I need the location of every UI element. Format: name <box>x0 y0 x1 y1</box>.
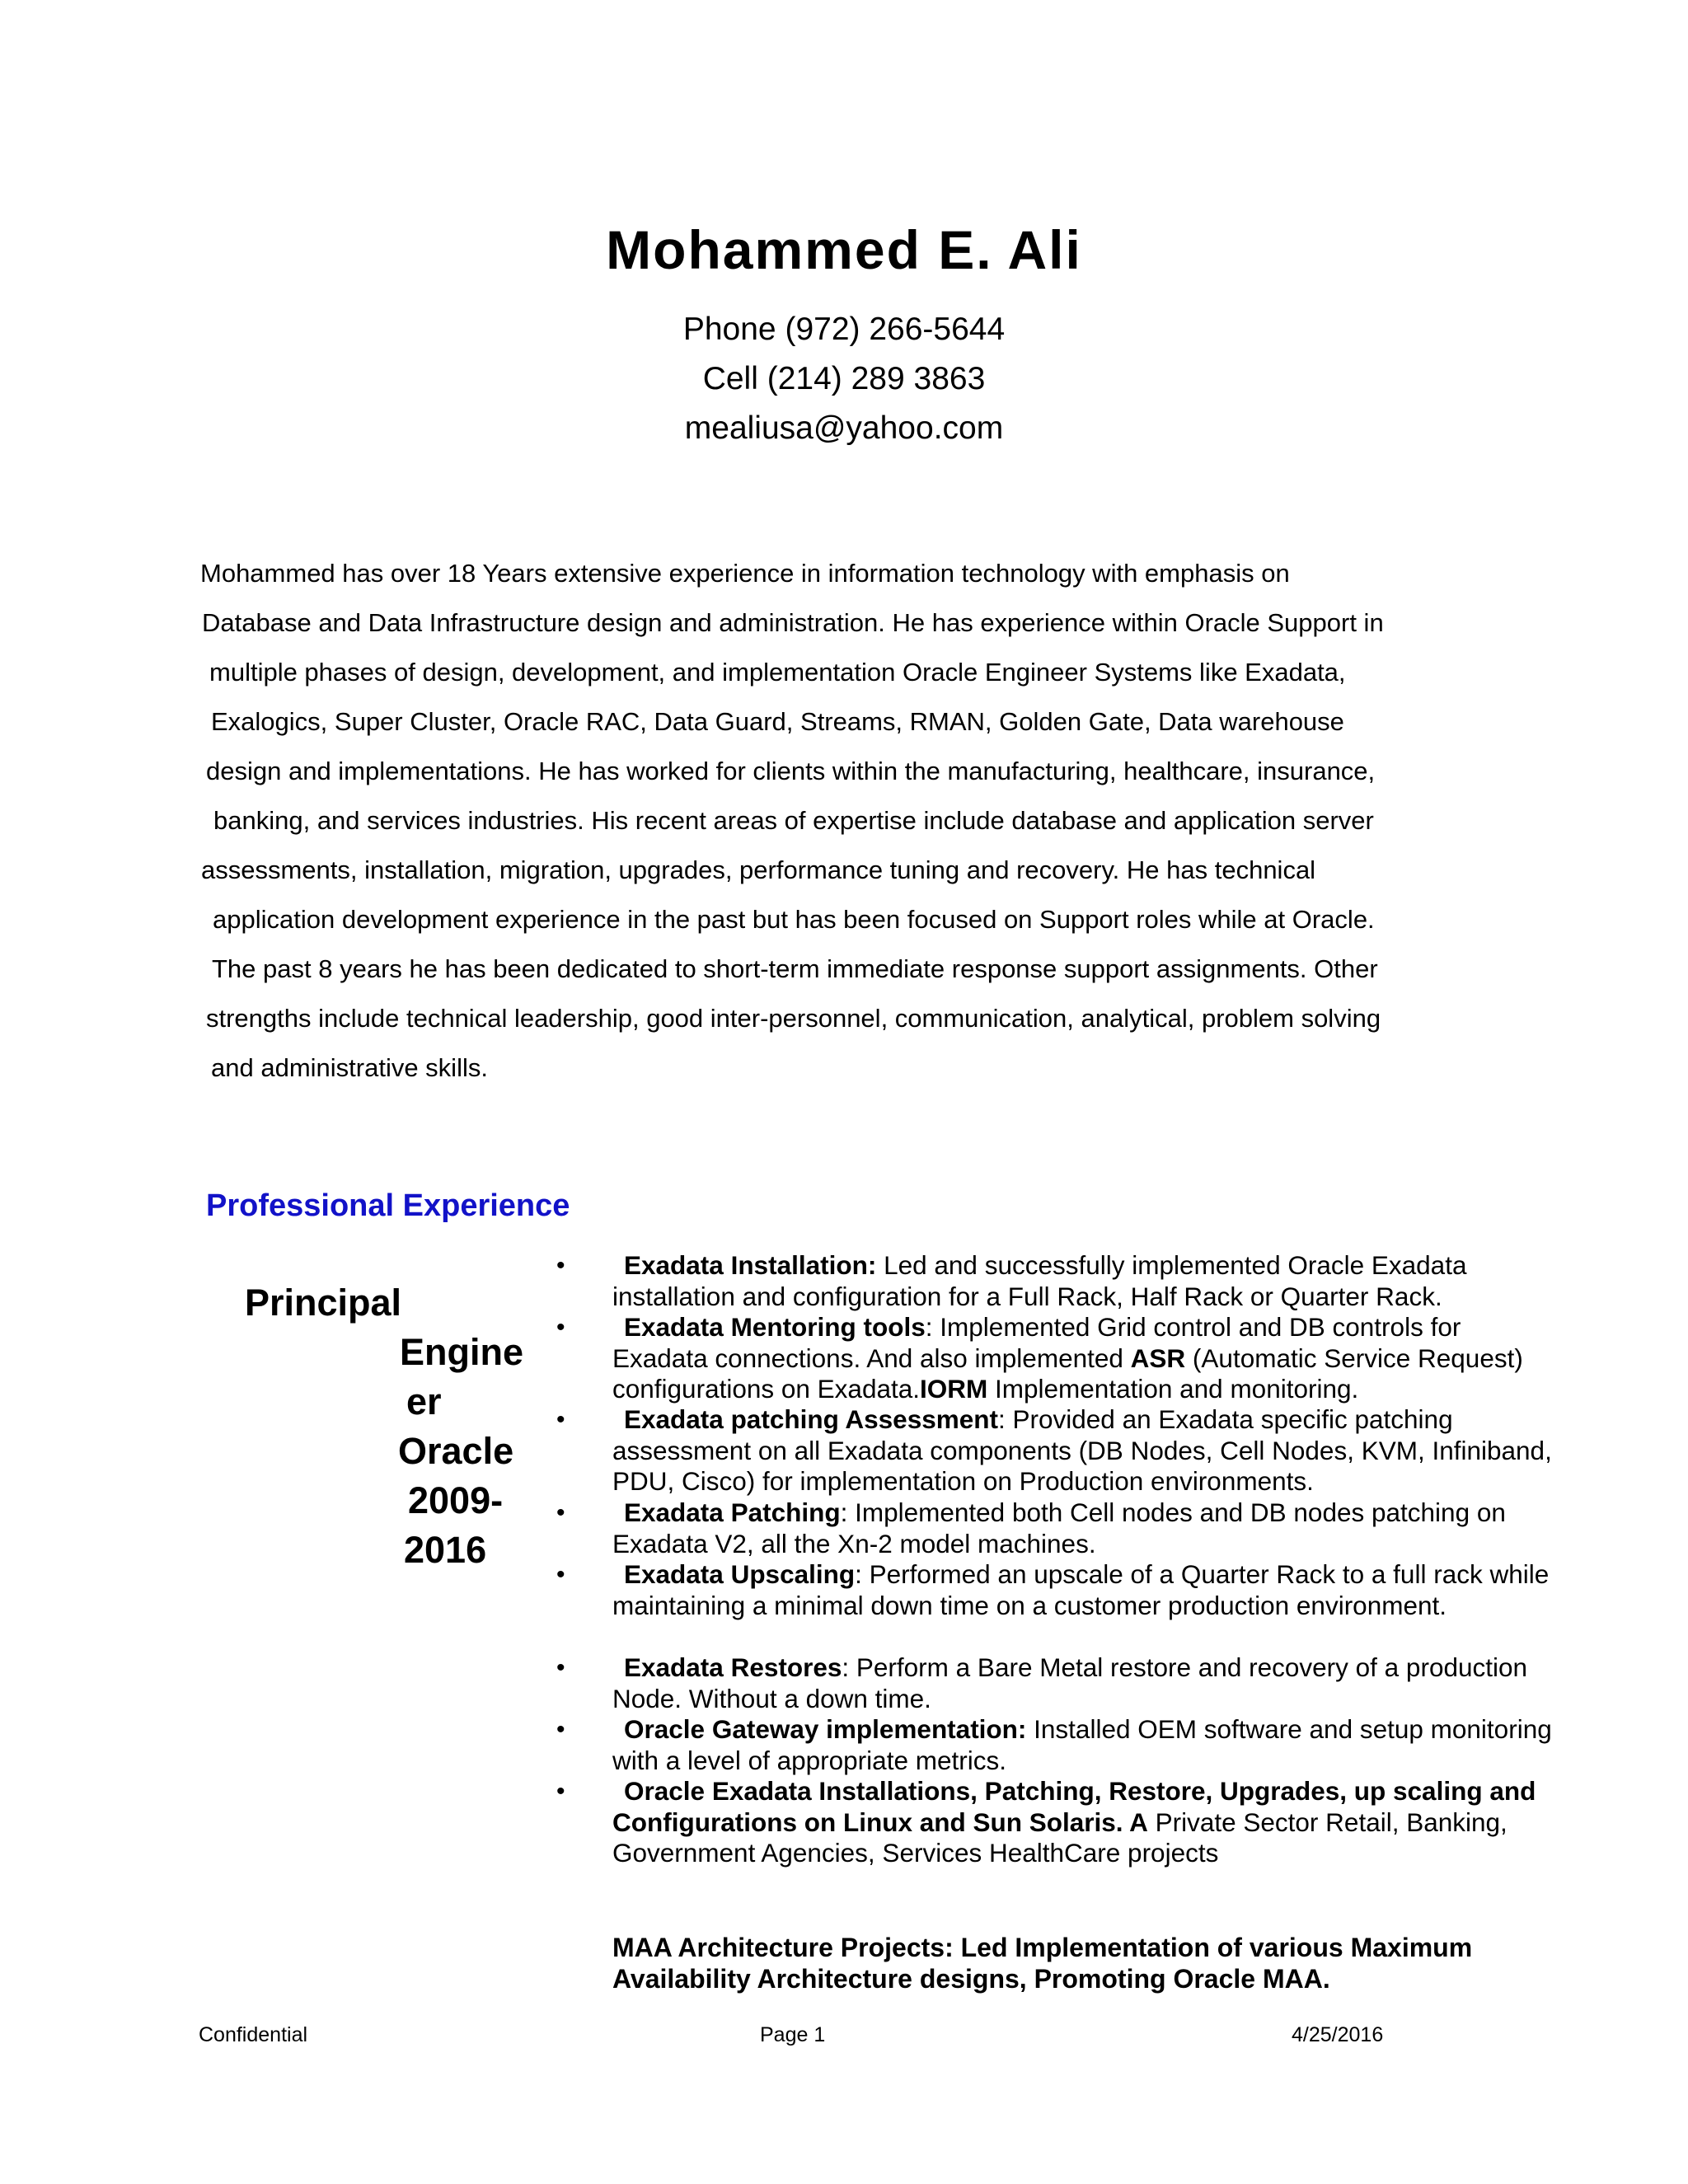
job-title-part: Oracle <box>398 1430 514 1472</box>
bullet-body: Implementation and monitoring. <box>987 1374 1359 1404</box>
summary-line: multiple phases of design, development, and implementation Oracle Engineer Systems like Exadata, <box>209 658 1346 687</box>
bullet-item <box>612 1497 1556 1559</box>
bullet-item <box>612 1776 1556 1869</box>
bullet-dot: • <box>556 1561 565 1588</box>
footer-date: 4/25/2016 <box>1292 2023 1384 2046</box>
bullet-body: : Perform a Bare Metal restore and recovery of a production Node. Without a down time. <box>612 1652 1528 1713</box>
summary-line: strengths include technical leadership, good inter-personnel, communication, analytical, problem solving <box>206 1004 1381 1033</box>
bullet-label: Exadata patching Assessment <box>624 1404 998 1434</box>
bullet-dot: • <box>556 1406 565 1433</box>
bullet-body: Private Sector Retail, Banking, Government Agencies, Services HealthCare projects <box>612 1807 1507 1868</box>
bullet-dot: • <box>556 1252 565 1279</box>
bullet-bold-term: ASR <box>1130 1343 1186 1373</box>
bullet-label: Exadata Restores <box>624 1652 842 1682</box>
summary-line: Mohammed has over 18 Years extensive experience in information technology with emphasis on <box>200 559 1290 588</box>
bullet-item <box>612 1250 1556 1312</box>
bullet-bold-term: IORM <box>920 1374 988 1404</box>
bullet-item <box>612 1559 1556 1621</box>
bullet-body: Installed OEM software and setup monitoring with a level of appropriate metrics. <box>612 1714 1552 1775</box>
bullet-dot: • <box>556 1314 565 1341</box>
summary-line: banking, and services industries. His recent areas of expertise include database and application server <box>213 806 1374 835</box>
summary-line: design and implementations. He has worked for clients within the manufacturing, healthcare, insurance, <box>206 757 1376 785</box>
maa-architecture-paragraph: MAA Architecture Projects: Led Implementation of various Maximum Availability Architecture designs, Promoting Oracle MAA. <box>612 1933 1473 1994</box>
bullet-dot: • <box>556 1499 565 1526</box>
bullet-body: : Implemented both Cell nodes and DB nodes patching on Exadata V2, all the Xn-2 model machines. <box>612 1497 1506 1558</box>
bullet-label: Oracle Gateway implementation: <box>624 1714 1027 1744</box>
summary-line: and administrative skills. <box>211 1053 488 1082</box>
professional-experience-heading: Professional Experience <box>206 1188 570 1223</box>
bullet-item <box>612 1312 1556 1405</box>
bullet-item <box>612 1652 1556 1714</box>
bullet-body: : Provided an Exadata specific patching assessment on all Exadata components (DB Nodes, Cell Nodes, KVM, Infiniband, PDU, Cisco) for implementation on Production environments. <box>612 1404 1552 1496</box>
bullet-dot: • <box>556 1716 565 1743</box>
bullet-body: Led and successfully implemented Oracle Exadata installation and configuration for a Full Rack, Half Rack or Quarter Rack. <box>612 1250 1467 1311</box>
email-address: mealiusa@yahoo.com <box>684 410 1004 446</box>
bullet-item <box>612 1714 1556 1776</box>
summary-line: Exalogics, Super Cluster, Oracle RAC, Data Guard, Streams, RMAN, Golden Gate, Data warehouse <box>211 707 1344 736</box>
job-title-part: 2016 <box>404 1529 487 1571</box>
summary-line: application development experience in the past but has been focused on Support roles while at Oracle. <box>213 905 1375 934</box>
bullet-dot: • <box>556 1654 565 1681</box>
bullet-label: Exadata Mentoring tools <box>624 1312 926 1342</box>
footer-page-number: Page 1 <box>760 2023 826 2046</box>
bullet-body: : Implemented Grid control and DB controls for Exadata connections. And also implemented <box>612 1312 1461 1373</box>
summary-line: Database and Data Infrastructure design and administration. He has experience within Oracle Support in <box>202 608 1384 637</box>
footer-confidential: Confidential <box>199 2023 308 2046</box>
bullet-label: Oracle Exadata Installations, Patching, Restore, Upgrades, up scaling and Configurations on Linux and Sun Solaris. A <box>612 1776 1536 1837</box>
job-title-part: er <box>406 1380 442 1422</box>
candidate-name: Mohammed E. Ali <box>606 219 1082 280</box>
bullet-dot: • <box>556 1778 565 1805</box>
job-title-part: Engine <box>400 1331 524 1373</box>
summary-line: The past 8 years he has been dedicated to short-term immediate response support assignments. Other <box>212 954 1378 983</box>
bullet-label: Exadata Upscaling <box>624 1559 856 1589</box>
job-title-part: Principal <box>245 1282 402 1324</box>
bullet-label: Exadata Installation: <box>624 1250 877 1280</box>
summary-line: assessments, installation, migration, upgrades, performance tuning and recovery. He has technical <box>201 855 1316 884</box>
bullet-label: Exadata Patching <box>624 1497 841 1527</box>
phone-number: Phone (972) 266-5644 <box>682 312 1006 347</box>
bullet-body: (Automatic Service Request) configurations on Exadata. <box>612 1343 1523 1404</box>
bullet-body: : Performed an upscale of a Quarter Rack to a full rack while maintaining a minimal down time on a customer production environment. <box>612 1559 1550 1620</box>
bullet-item <box>612 1404 1556 1497</box>
job-title-part: 2009- <box>408 1479 504 1521</box>
cell-number: Cell (214) 289 3863 <box>702 361 986 396</box>
